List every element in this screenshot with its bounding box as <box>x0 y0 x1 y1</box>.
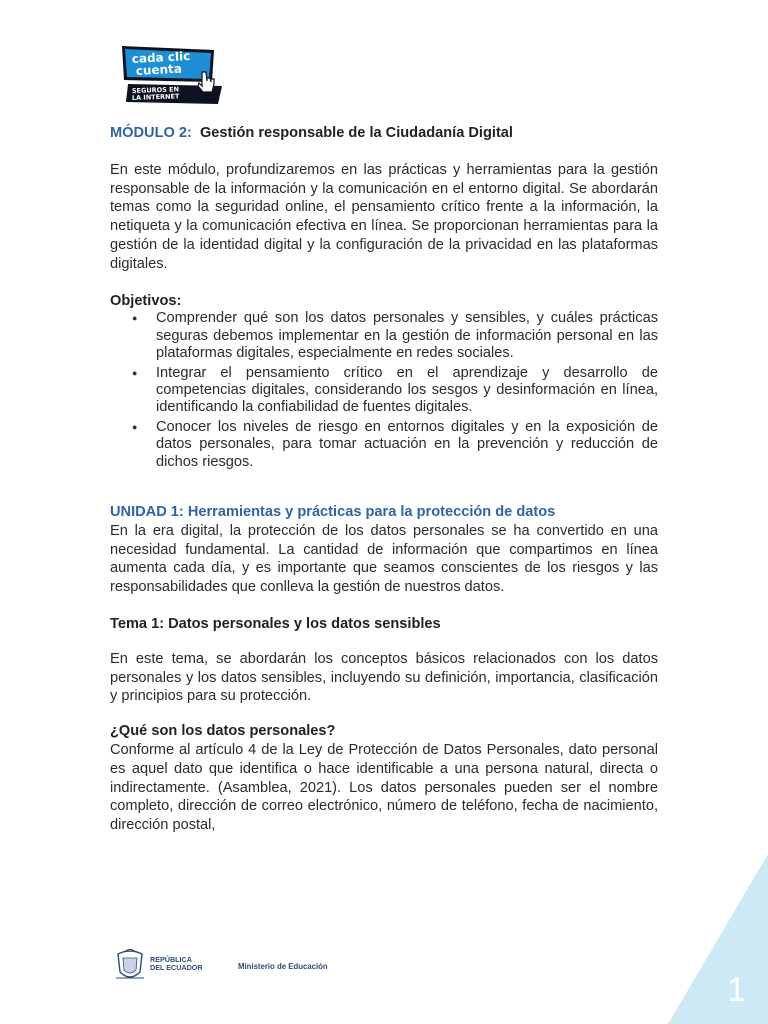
module-heading <box>110 124 658 143</box>
list-item: ● Conocer los niveles de riesgo en entornos digitales y en la exposición de datos personales, para tomar actuación en la prevención y reducción de dichos riesgos. <box>110 419 658 471</box>
svg-text:cada clic: cada clic <box>131 48 191 66</box>
tema-paragraph: En este tema, se abordarán los conceptos básicos relacionados con los datos personales y los datos sensibles, incluyendo su definición, importancia, clasificación y principios para su protección. <box>110 650 658 705</box>
list-item: ● Comprender qué son los datos personales y sensibles, y cuáles prácticas seguras debemos implementar en la gestión de información personal en las plataformas digitales, especialmente en redes sociales. <box>110 310 658 362</box>
intro-paragraph: En este módulo, profundizaremos en las prácticas y herramientas para la gestión responsable de la información y la comunicación en el entorno digital. Se abordarán temas como la seguridad online, el pensamiento crítico frente a la información, la netiqueta y la comunicación efectiva en línea. Se proporcionan herramientas para la gestión de la identidad digital y la configuración de la privacidad en las plataformas digitales. <box>110 161 658 272</box>
cada-clic-cuenta-logo <box>118 44 224 106</box>
svg-text:SEGUROS EN: SEGUROS EN <box>131 85 180 95</box>
question-heading: ¿Qué son los datos personales? <box>110 723 336 740</box>
module-label: MÓDULO 2: <box>110 125 192 141</box>
unidad-paragraph: En la era digital, la protección de los datos personales se ha convertido en una necesidad fundamental. La cantidad de información que compartimos en línea aumenta cada día, y es importante que seamos conscientes de los riesgos y las responsabilidades que conlleva la gestión de nuestros datos. <box>110 522 658 596</box>
list-item: ● Integrar el pensamiento crítico en el aprendizaje y desarrollo de competencias digitales, considerando los sesgos y desinformación en línea, identificando la confiabilidad de fuentes digitales. <box>110 365 658 417</box>
tema-heading: Tema 1: Datos personales y los datos sensibles <box>110 616 441 633</box>
ministerio-label: Ministerio de Educación <box>238 962 328 971</box>
question-paragraph: Conforme al artículo 4 de la Ley de Protección de Datos Personales, dato personal es aquel dato que identifica o hace identificable a una persona natural, directa o indirectamente. (Asamblea, 2021). Los datos personales pueden ser el nombre completo, dirección de correo electrónico, número de teléfono, fecha de nacimiento, dirección postal, <box>110 742 658 834</box>
corner-decoration <box>668 854 768 1024</box>
objetivos-list <box>110 310 658 471</box>
module-title: Gestión responsable de la Ciudadanía Digital <box>199 125 513 141</box>
svg-text:LA INTERNET: LA INTERNET <box>131 92 180 102</box>
page-number: 1 <box>727 971 746 1009</box>
republica-label: REPÚBLICA DEL ECUADOR <box>150 955 203 972</box>
svg-text:cuenta: cuenta <box>135 61 183 78</box>
unidad-heading: UNIDAD 1: Herramientas y prácticas para la protección de datos <box>110 504 556 521</box>
main-content <box>110 124 658 835</box>
ecuador-coat-of-arms-icon <box>114 948 146 984</box>
objetivos-heading: Objetivos: <box>110 292 182 309</box>
